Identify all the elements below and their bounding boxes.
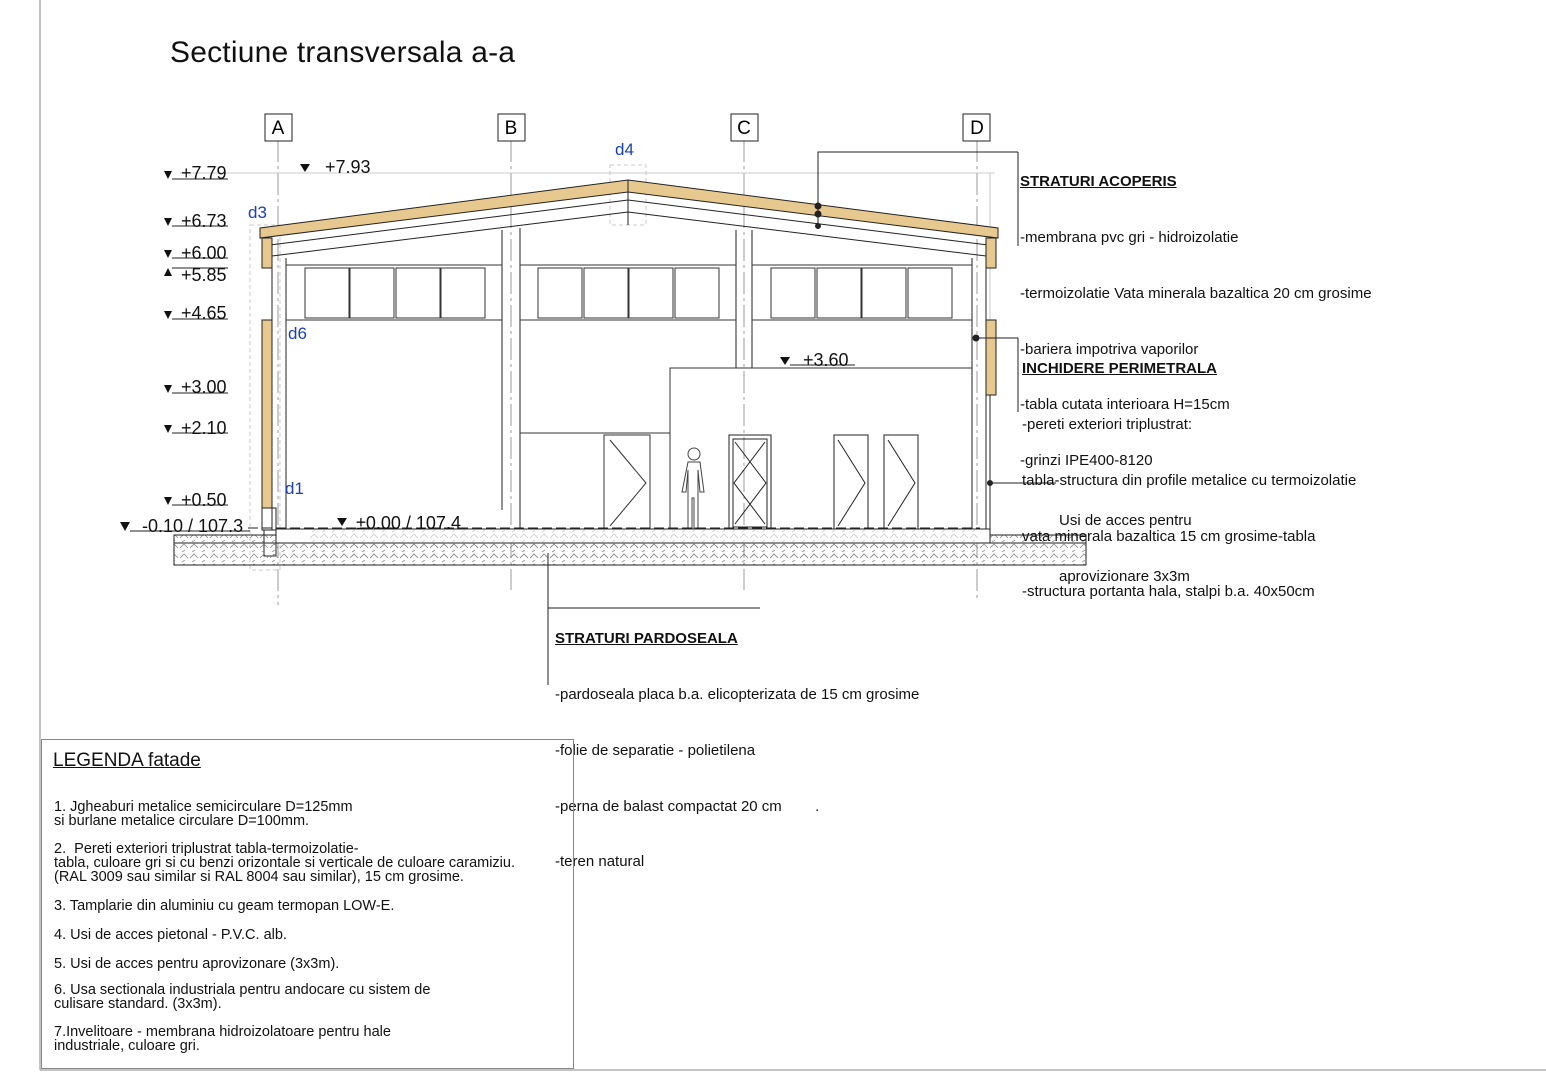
- floor-layer-line: -folie de separatie - polietilena: [555, 741, 756, 759]
- svg-text:+7.93: +7.93: [325, 157, 371, 177]
- level-marker-210: [164, 418, 228, 438]
- detail-tag-d3: d3: [248, 203, 267, 222]
- interior-columns: [502, 228, 752, 530]
- floor-layers-note: [555, 593, 919, 909]
- left-wall-insulation: [262, 238, 272, 268]
- floor-layer-line: -pardoseala placa b.a. elicopterizata de 15 cm grosime: [555, 685, 920, 703]
- level-marker-floor: [337, 513, 461, 533]
- roof-layer-line: -tabla cutata interioara H=15cm: [1020, 396, 1230, 414]
- door-note-line: aprovizionare 3x3m: [1059, 567, 1190, 585]
- floor-layer-line: -teren natural: [555, 853, 645, 871]
- detail-tag-d1: d1: [285, 479, 304, 498]
- svg-text:+6.73: +6.73: [181, 211, 227, 231]
- elevation-markers: [120, 157, 855, 536]
- svg-text:±0.00 / 107.4: ±0.00 / 107.4: [356, 513, 461, 533]
- level-marker-779: [164, 163, 228, 183]
- roof-layers-heading: STRATURI ACOPERIS: [1020, 173, 1177, 191]
- wall-layer-line: vata minerala bazaltica 15 cm grosime-tabla: [1022, 527, 1316, 545]
- legend-title: LEGENDA fatade: [53, 750, 201, 771]
- svg-text:+3.00: +3.00: [181, 377, 227, 397]
- wall-layer-line: -pereti exteriori triplustrat:: [1022, 415, 1193, 433]
- level-marker-mezzanine: [780, 350, 855, 370]
- legend-item: 6. Usa sectionala industriala pentru andocare cu sistem de culisare standard. (3x3m).: [54, 982, 431, 1012]
- axis-label-d: D: [970, 118, 984, 139]
- level-marker-ridge: [300, 157, 371, 177]
- roof-insulation: [260, 180, 998, 238]
- axis-label-a: A: [271, 118, 285, 139]
- wall-layers-heading: INCHIDERE PERIMETRALA: [1022, 360, 1218, 378]
- legend-item: 4. Usi de acces pietonal - P.V.C. alb.: [54, 927, 287, 943]
- detail-tag-d6: d6: [288, 324, 307, 343]
- roof-layer-line: -grinzi IPE400-8120: [1020, 452, 1153, 470]
- level-marker-050: [164, 490, 228, 510]
- level-marker-465: [164, 303, 228, 323]
- roof-layer-line: -bariera impotriva vaporilor: [1020, 340, 1199, 358]
- floor-layers-heading: STRATURI PARDOSEALA: [555, 630, 738, 648]
- interior-partitions: [520, 368, 972, 530]
- level-marker-base: [120, 516, 250, 536]
- access-doors: [729, 435, 918, 530]
- roof-layer-line: -termoizolatie Vata minerala bazaltica 20 cm grosime: [1020, 284, 1372, 302]
- axis-label-b: B: [504, 118, 518, 139]
- right-wall-insulation: [986, 238, 996, 268]
- svg-text:-0.10 / 107.3: -0.10 / 107.3: [142, 516, 244, 536]
- legend-panel: [41, 739, 574, 1069]
- svg-text:+6.00: +6.00: [181, 243, 227, 263]
- left-wall-insulation-lower: [262, 320, 272, 508]
- axis-label-c: C: [737, 118, 751, 139]
- svg-text:+4.65: +4.65: [181, 303, 227, 323]
- door-note: [1059, 475, 1192, 624]
- floor-slab: [174, 528, 1086, 565]
- roof-layer-line: -membrana pvc gri - hidroizolatie: [1020, 228, 1239, 246]
- legend-item: 1. Jgheaburi metalice semicirculare D=125mm si burlane metalice circulare D=100mm.: [54, 799, 353, 829]
- svg-text:+5.85: +5.85: [181, 265, 227, 285]
- door-note-line: Usi de acces pentru: [1059, 512, 1192, 530]
- drawing-title: Sectiune transversala a-a: [170, 36, 516, 69]
- svg-text:+7.79: +7.79: [181, 163, 227, 183]
- wall-layer-line: -structura portanta hala, stalpi b.a. 40x50cm: [1022, 583, 1315, 601]
- legend-item: 2. Pereti exteriori triplustrat tabla-termoizolatie- tabla, culoare gri si cu benzi orizontale si verticale de culoare caramiziu. (RAL 3009 sau similar si RAL 8004 sau similar), 15 cm grosime.: [54, 841, 515, 885]
- level-marker-673: [164, 211, 228, 231]
- axis-markers: [265, 114, 990, 141]
- floor-layer-line: -perna de balast compactat 20 cm .: [555, 797, 820, 815]
- clerestory-windows: [286, 265, 972, 320]
- svg-text:+3.60: +3.60: [803, 350, 849, 370]
- legend-item: 7.Invelitoare - membrana hidroizolatoare pentru hale industriale, culoare gri.: [54, 1024, 391, 1054]
- wall-layer-line: tabla-structura din profile metalice cu termoizolatie: [1022, 471, 1357, 489]
- svg-text:+0.50: +0.50: [181, 490, 227, 510]
- detail-tag-d4: d4: [615, 140, 634, 159]
- right-wall-insulation-lower: [986, 320, 996, 395]
- level-marker-300: [164, 377, 228, 397]
- level-marker-600: [164, 243, 228, 263]
- human-scale-figure: [682, 448, 704, 528]
- level-marker-585: [164, 265, 228, 285]
- legend-item: 5. Usi de acces pentru aprovizonare (3x3m).: [54, 956, 340, 972]
- svg-text:+2.10: +2.10: [181, 418, 227, 438]
- legend-item: 3. Tamplarie din aluminiu cu geam termopan LOW-E.: [54, 898, 395, 914]
